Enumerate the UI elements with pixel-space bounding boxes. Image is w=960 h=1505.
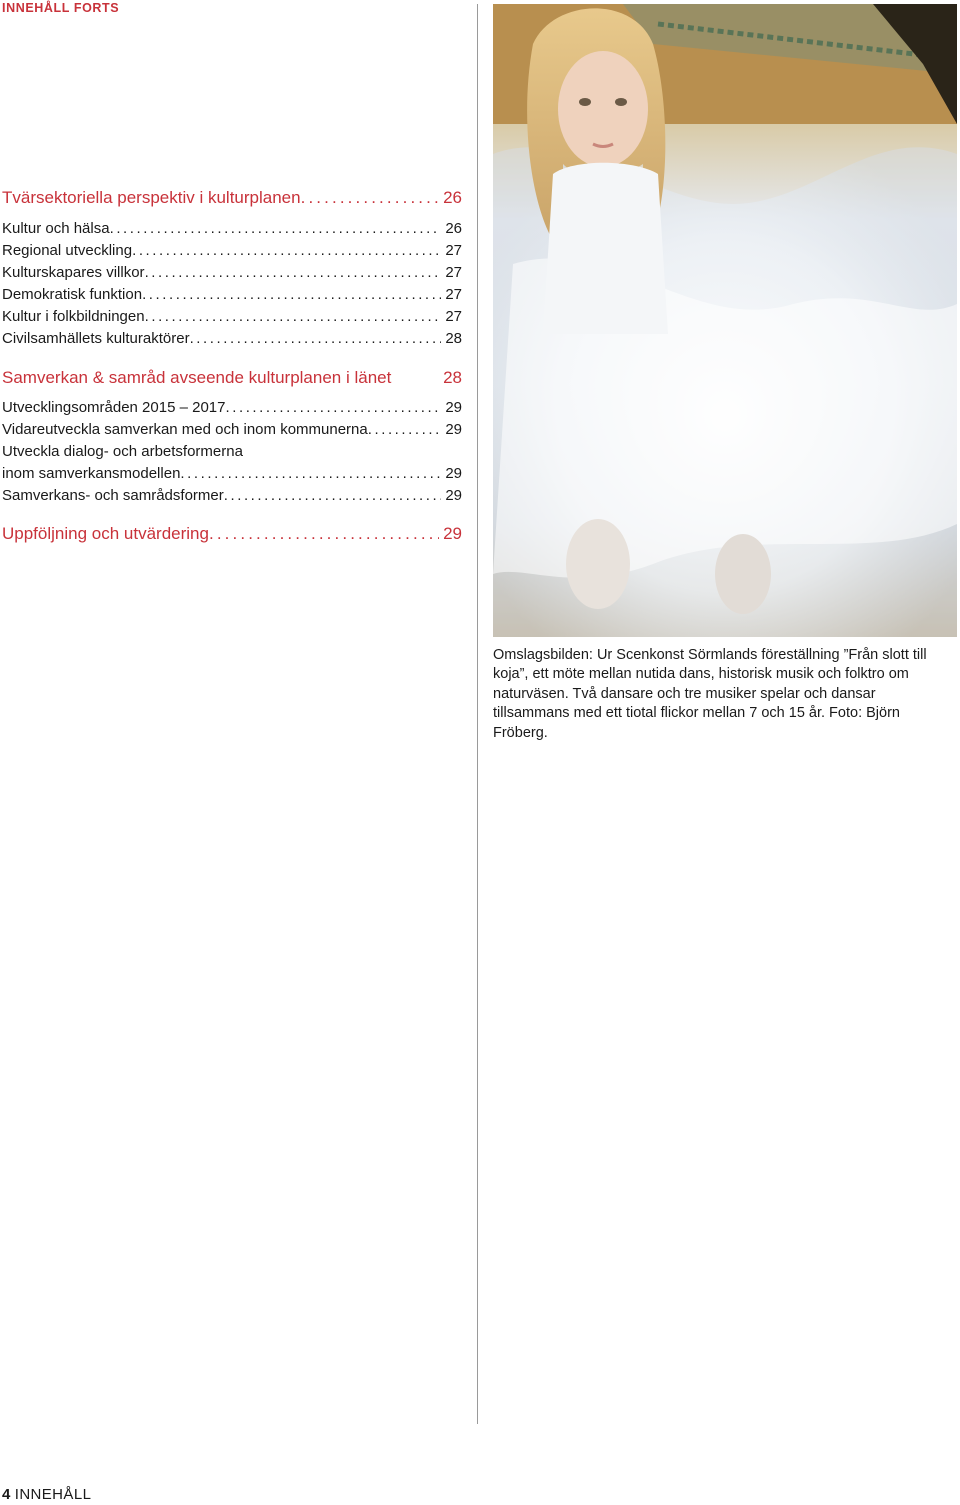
toc-label: Samverkans- och samrådsformer	[2, 487, 224, 504]
toc-label: Uppföljning och utvärdering	[2, 524, 209, 543]
toc-item[interactable]	[2, 241, 462, 261]
section-header: INNEHÅLL FORTS	[2, 1, 120, 15]
toc-label: Kultur och hälsa	[2, 220, 110, 237]
toc-page: 26	[443, 188, 462, 207]
toc-page: 28	[443, 368, 462, 387]
toc-item[interactable]	[2, 442, 462, 462]
toc-page: 28	[445, 330, 462, 347]
toc-page: 27	[445, 242, 462, 259]
toc-label: Samverkan & samråd avseende kulturplanen i länet	[2, 368, 392, 387]
toc-item[interactable]	[2, 398, 462, 418]
toc-page: 29	[445, 421, 462, 438]
toc-item[interactable]	[2, 486, 462, 506]
footer-label: INNEHÅLL	[14, 1486, 92, 1503]
toc-label: Kulturskapares villkor	[2, 264, 145, 281]
toc-label: Utvecklingsområden 2015 – 2017	[2, 399, 226, 416]
toc-page: 29	[445, 399, 462, 416]
toc-label: Kultur i folkbildningen	[2, 308, 145, 325]
toc-item[interactable]	[2, 263, 462, 283]
toc-page: 29	[445, 487, 462, 504]
toc-label: Demokratisk funktion	[2, 286, 143, 303]
toc-label: Utveckla dialog- och arbetsformerna	[2, 443, 243, 460]
photo-caption: Omslagsbilden: Ur Scenkonst Sörmlands föreställning ”Från slott till koja”, ett möte mellan nutida dans, historisk musik och folktro om naturväsen. Två dansare och tre musiker spelar och dansar tillsammans med ett tiotal flickor mellan 7 och 15 år. Foto: Björn Fröberg.	[493, 647, 927, 741]
toc-label: Tvärsektoriella perspektiv i kulturplanen	[2, 188, 301, 207]
toc-item[interactable]	[2, 464, 462, 484]
toc-section-tvarsektoriella[interactable]	[2, 188, 462, 208]
toc-section-uppfoljning[interactable]	[2, 524, 462, 544]
toc-item[interactable]	[2, 420, 462, 440]
toc-item[interactable]	[2, 285, 462, 305]
toc-label: Civilsamhällets kulturaktörer	[2, 330, 190, 347]
toc-label: Vidareutveckla samverkan med och inom kommunerna	[2, 421, 368, 438]
page-footer	[2, 1486, 91, 1503]
toc-page: 27	[445, 286, 462, 303]
toc-label: inom samverkansmodellen	[2, 465, 181, 482]
toc-page: 29	[445, 465, 462, 482]
toc-page: 29	[443, 524, 462, 543]
page-number: 4	[2, 1486, 11, 1503]
toc-label: Regional utveckling	[2, 242, 133, 259]
toc-item[interactable]	[2, 307, 462, 327]
cover-photo	[493, 4, 957, 637]
toc-section-samverkan[interactable]	[2, 368, 462, 388]
toc-item[interactable]	[2, 219, 462, 239]
column-divider	[477, 4, 478, 1424]
toc-page: 27	[445, 264, 462, 281]
girl-dancing-photo-icon	[493, 4, 957, 637]
toc-item[interactable]	[2, 329, 462, 349]
toc-page: 26	[445, 220, 462, 237]
toc-page: 27	[445, 308, 462, 325]
